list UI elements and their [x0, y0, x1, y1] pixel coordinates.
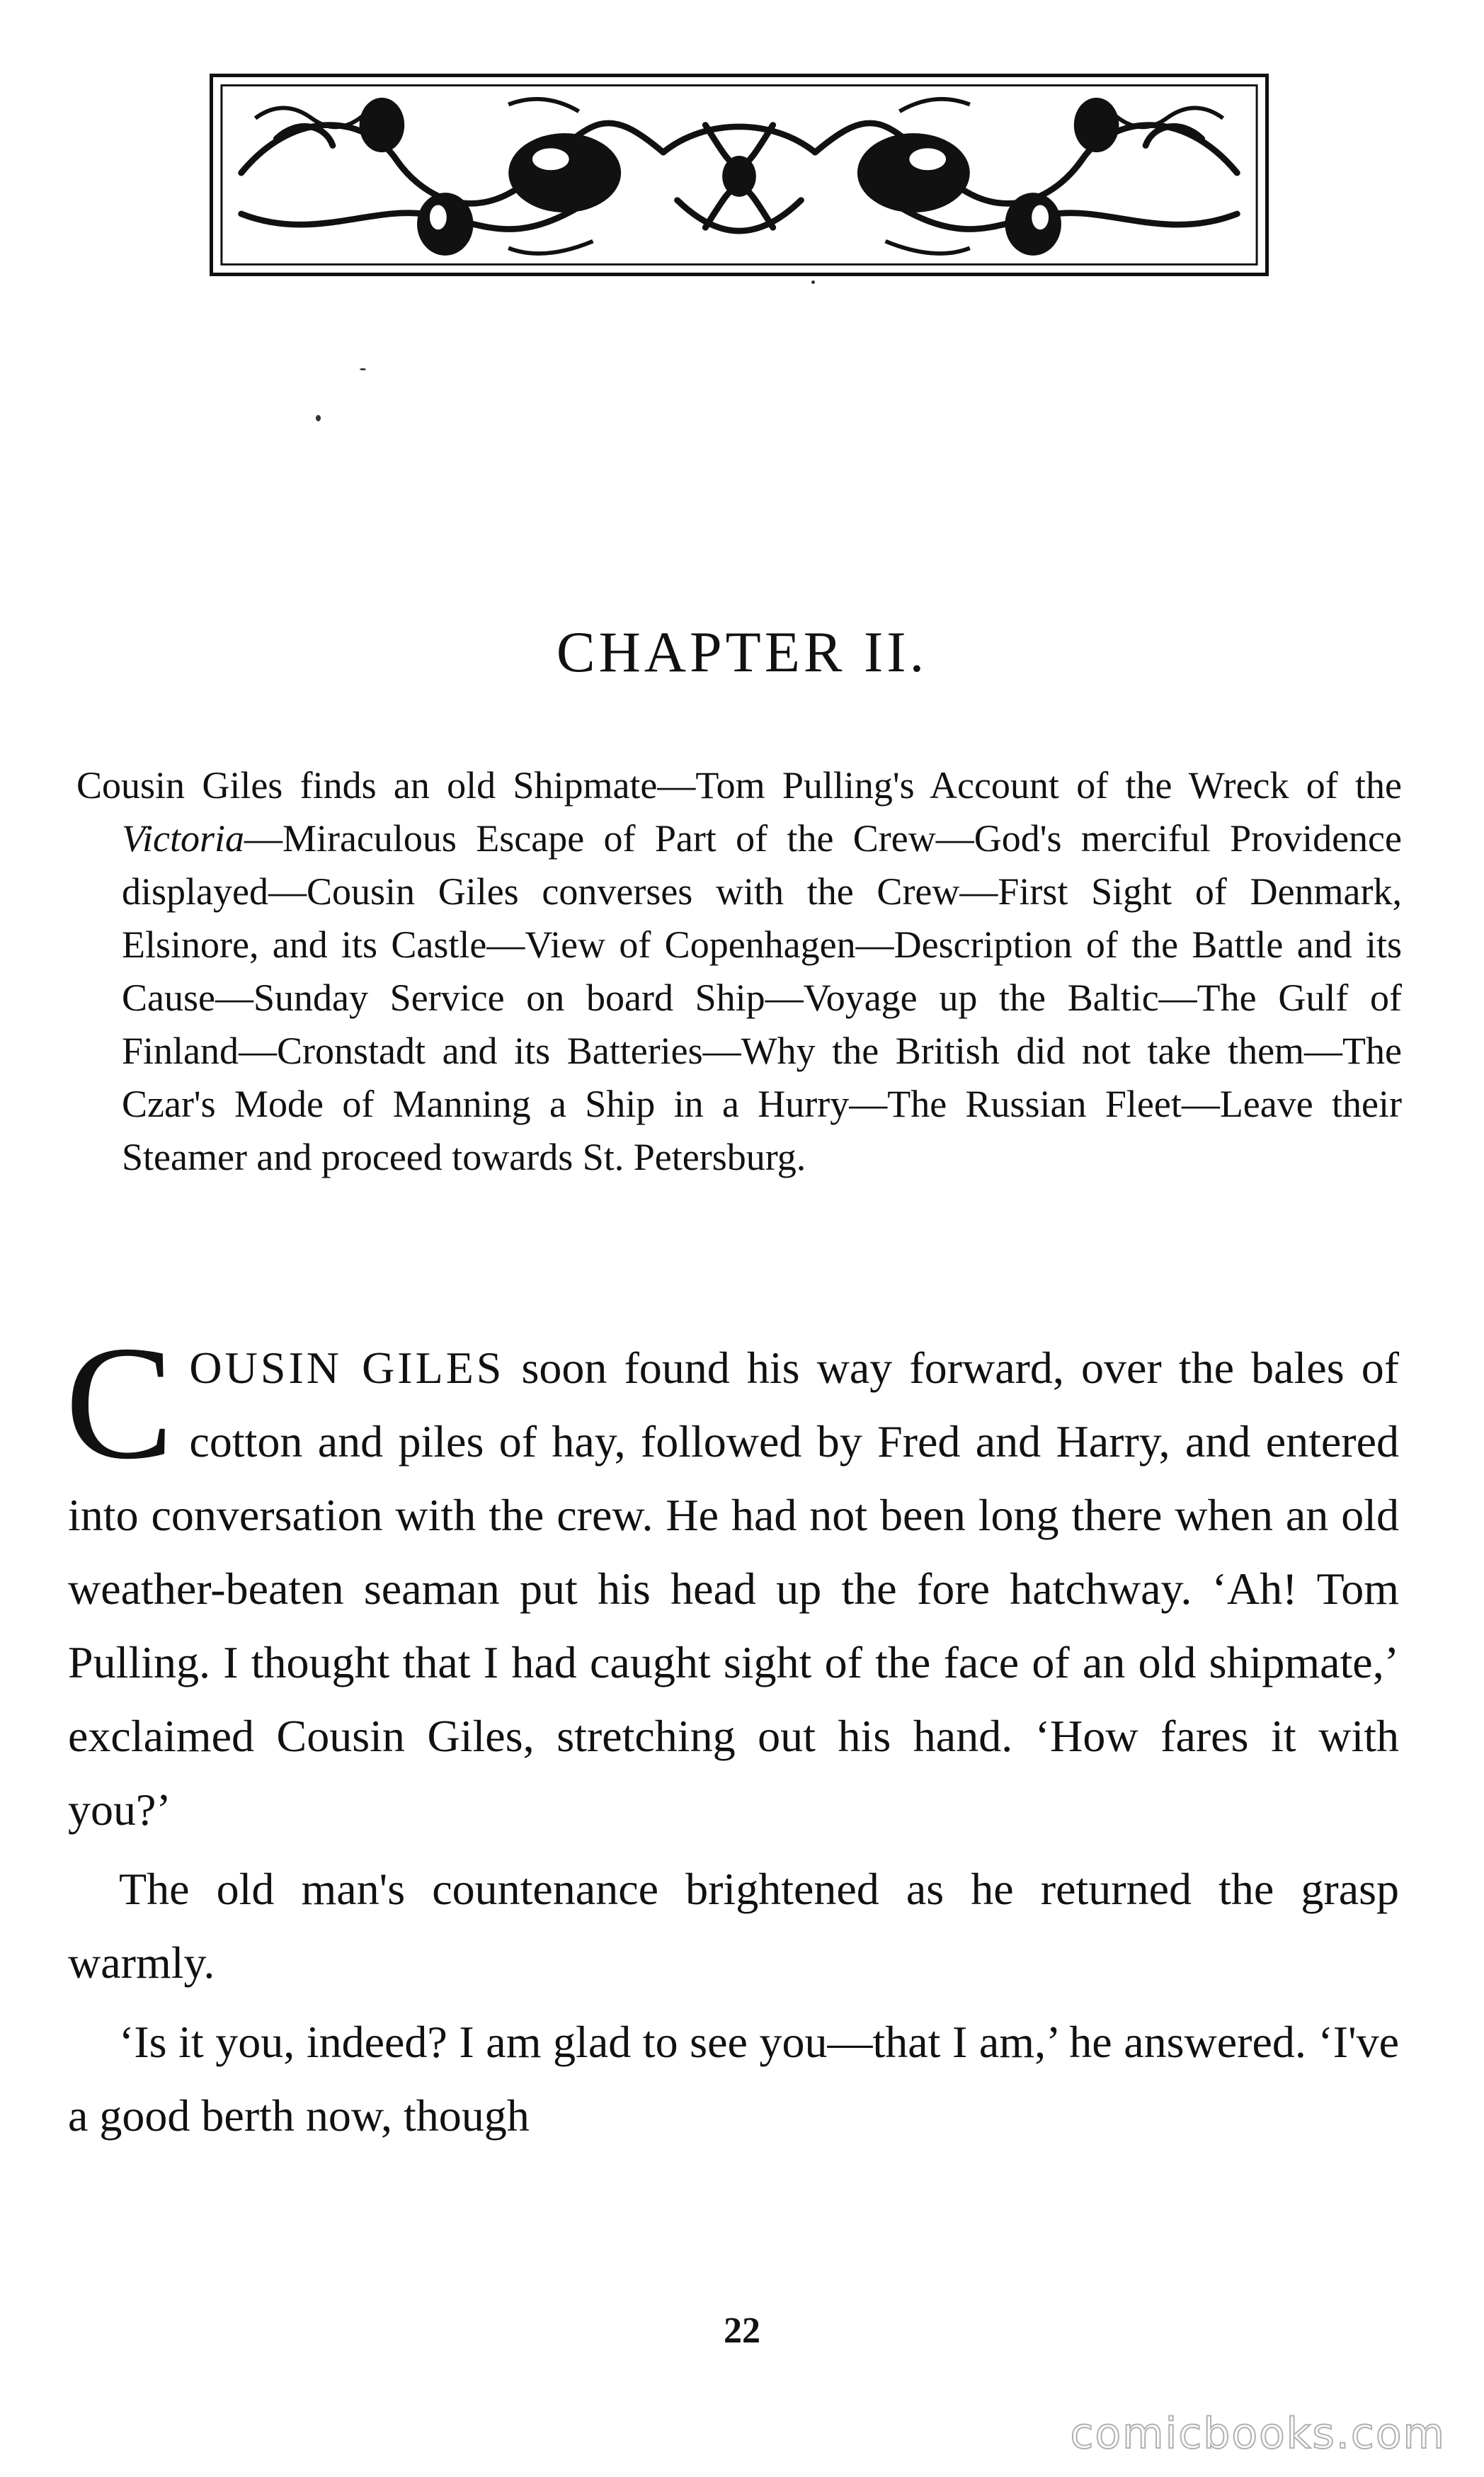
drop-cap: C: [65, 1312, 174, 1493]
paragraph-2: The old man's countenance brightened as he returned the grasp warmly.: [68, 1864, 1399, 1988]
summary-part-1: Cousin Giles finds an old Shipmate—Tom Pulling's Account of the Wreck of the: [76, 764, 1402, 807]
summary-part-2: —Miraculous Escape of Part of the Crew—God's merciful Providence displayed—Cousin Giles converses with the Crew—First Sight of Denmark, Elsinore, and its Castle—View of Copenhagen—Description of the Battle and its Cause—Sunday Service on board Ship—Voyage up the Baltic—The Gulf of Finland—Cronstadt and its Batteries—Why the British did not take them—The Czar's Mode of Manning a Ship in a Hurry—The Russian Fleet—Leave their Steamer and proceed towards St. Petersburg.: [122, 817, 1402, 1178]
summary-ship-name: Victoria: [122, 817, 244, 860]
print-speck: [360, 368, 366, 370]
decorative-headpiece: [210, 74, 1269, 276]
floral-ornament-icon: [213, 77, 1265, 273]
print-speck: [811, 280, 815, 284]
chapter-body: [65, 1312, 1400, 2153]
chapter-summary: [76, 759, 1402, 1184]
print-speck: [316, 415, 321, 421]
chapter-summary-text: [76, 759, 1402, 1184]
chapter-title: CHAPTER II.: [556, 620, 928, 684]
paragraph-1: [65, 1312, 1400, 1847]
watermark: comicbooks.com: [1070, 2409, 1446, 2459]
opening-words: OUSIN GILES: [189, 1343, 505, 1393]
paragraph-1-text: soon found his way forward, over the bales of cotton and piles of hay, followed by Fred and Harry, and entered into conversation with the crew. He had not been long there when an old weather-beaten seaman put his head up the fore hatchway. ‘Ah! Tom Pulling. I thought that I had caught sight of the face of an old shipmate,’ exclaimed Cousin Giles, stretching out his hand. ‘How fares it with you?’: [68, 1343, 1400, 1835]
page-number: 22: [724, 2311, 760, 2351]
paragraph-3: ‘Is it you, indeed? I am glad to see you—that I am,’ he answered. ‘I've a good berth now, though: [68, 2017, 1399, 2141]
